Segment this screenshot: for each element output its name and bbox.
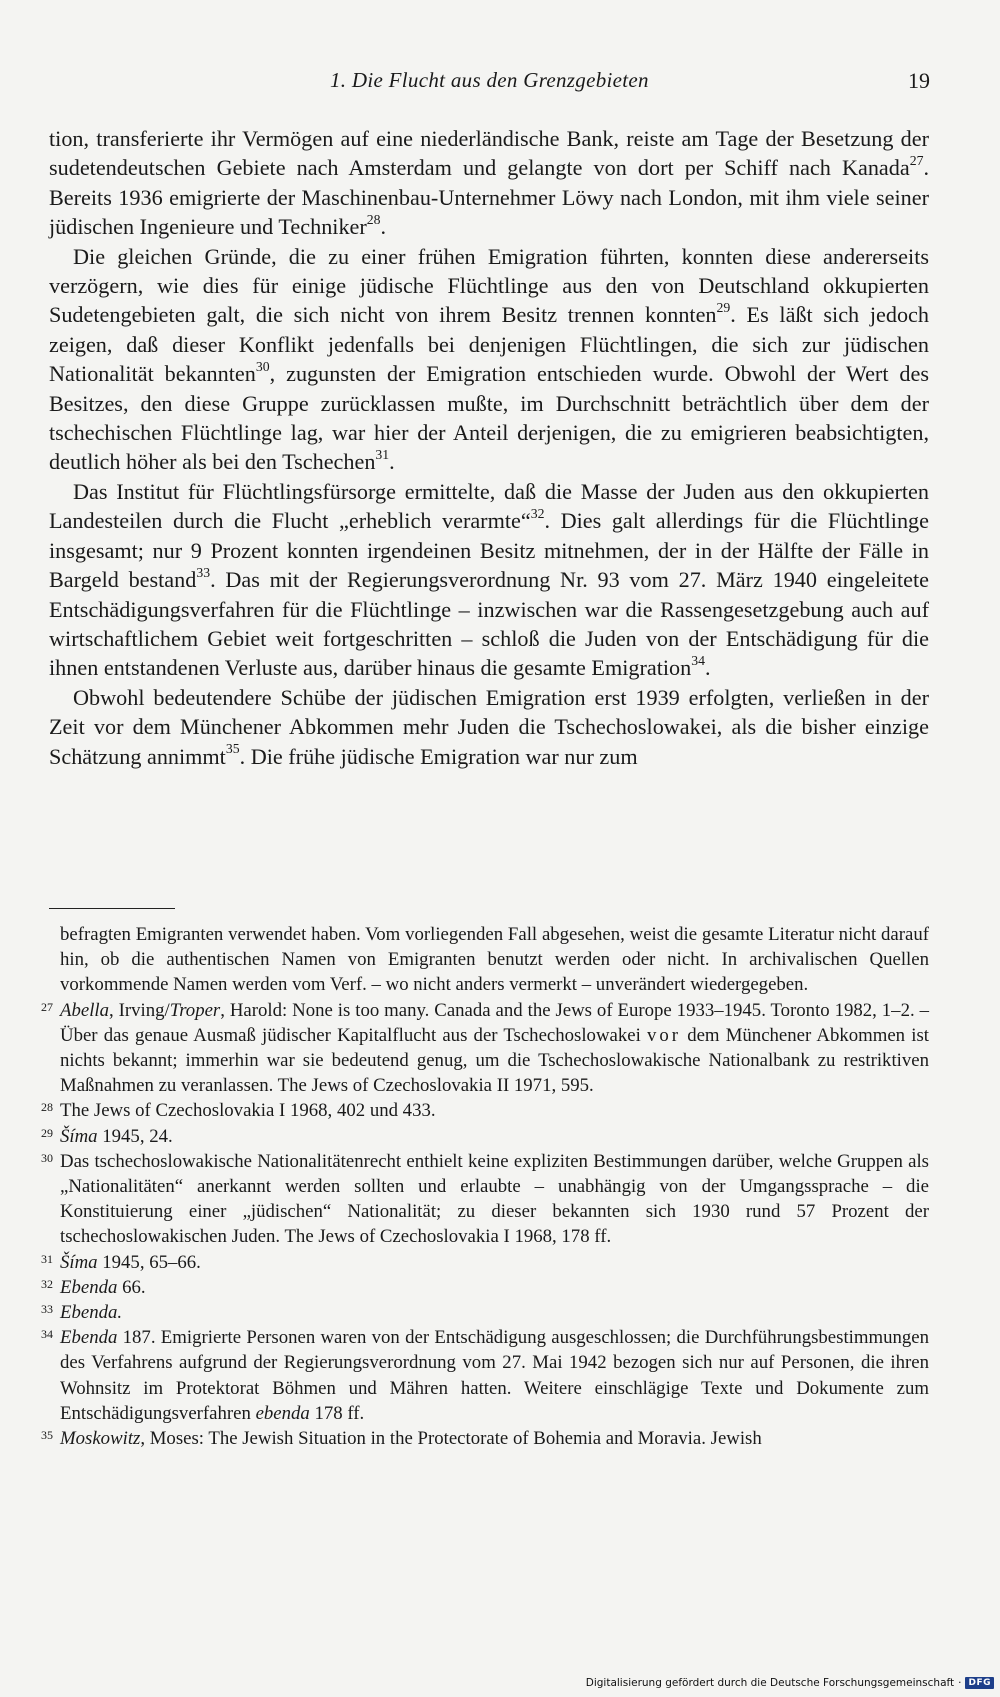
paragraph: Die gleichen Gründe, die zu einer frühen Emigration führten, konnten diese andererseits verzögern, wie dies für einige jüdische Flüchtlinge aus den von Deutschland okkupierten Sudetengebieten galt, die sich nicht von ihrem Besitz trennen konnten$^{29}$. Es läßt sich jedoch zeigen, daß dieser Konflikt jedenfalls bei denjenigen Flüchtlingen, die sich zur jüdischen Nationalität bekannten$^{30}$, zugunsten der Emigration entschieden wurde. Obwohl der Wert des Besitzes, den diese Gruppe zurücklassen mußte, im Durchschnitt beträchtlich über dem der tschechischen Flüchtlinge lag, war hier der Anteil derjenigen, die zu emigrieren beabsichtigten, deutlich höher als bei den Tschechen$^{31}$.: [49, 243, 929, 475]
footnote-30: 30 Das tschechoslowakische Nationalitätenrecht enthielt keine expliziten Bestimmungen darüber, welche Gruppen als „Nationalitäten“ anerkannt werden sollten und erlaubte – unabhängig von der Umgangssprache – die Konstituierung einer „jüdischen“ Nationalität; zu dieser bekannten sich 1930 rund 57 Prozent der tschechoslowakischen Juden. The Jews of Czechoslovakia I 1968, 178 ff.: [41, 1150, 929, 1248]
main-text: [49, 124, 929, 771]
paragraph: Obwohl bedeutendere Schübe der jüdischen Emigration erst 1939 erfolgten, verließen in der Zeit vor dem Münchener Abkommen mehr Juden die Tschechoslowakei, als die bisher einzige Schätzung annimmt$^{35}$. Die frühe jüdische Emigration war nur zum: [49, 684, 929, 769]
footnote-31: 31 Šíma 1945, 65–66.: [41, 1251, 201, 1273]
footnote-separator: [49, 908, 175, 909]
footnote-33: 33 Ebenda.: [41, 1302, 123, 1324]
footnote-32: 32 Ebenda 66.: [41, 1276, 146, 1298]
footnote-ref[interactable]: 27: [909, 152, 924, 168]
footnote-27: 27 Abella, Irving/Troper, Harold: None is too many. Canada and the Jews of Europe 1933–1945. Toronto 1982, 1–2. – Über das genaue Ausmaß jüdischer Kapitalflucht aus der Tschechoslowakei vor dem Münchener Abkommen ist nichts bekannt; immerhin war sie bedeutend genug, um die Tschechoslowakische Nationalbank zu restriktiven Maßnahmen zu veranlassen. The Jews of Czechoslovakia II 1971, 595.: [41, 999, 929, 1097]
footnote-ref[interactable]: 35: [225, 741, 240, 757]
footnote-ref[interactable]: 33: [196, 564, 211, 580]
footnote-35: 35 Moskowitz, Moses: The Jewish Situation in the Protectorate of Bohemia and Moravia. Jewish: [41, 1428, 762, 1450]
paragraph: Das Institut für Flüchtlingsfürsorge ermittelte, daß die Masse der Juden aus den okkupierten Landesteilen durch die Flucht „erheblich verarmte“$^{32}$. Dies galt allerdings für die Flüchtlinge insgesamt; nur 9 Prozent konnten irgendeinen Besitz mitnehmen, der in der Hälfte der Fälle in Bargeld bestand$^{33}$. Das mit der Regierungsverordnung Nr. 93 vom 27. März 1940 eingeleitete Entschädigungsverfahren für die Flüchtlinge – inzwischen war die Rassengesetzgebung auch auf wirtschaftlichem Gebiet weit fortgeschritten – schloß die Juden von der Entschädigung für die ihnen entstandenen Verluste aus, darüber hinaus die gesamte Emigration$^{34}$.: [49, 478, 929, 681]
funding-credit: Digitalisierung gefördert durch die Deutsche Forschungsgemeinschaft · DFG: [586, 1675, 994, 1691]
footnote-ref[interactable]: 34: [691, 652, 705, 668]
paragraph: tion, transferierte ihr Vermögen auf eine niederländische Bank, reiste am Tage der Besetzung der sudetendeutschen Gebiete nach Amsterdam und gelangte von dort per Schiff nach Kanada$^{27}$. Bereits 1936 emigrierte der Maschinenbau-Unternehmer Löwy nach London, mit ihm viele seiner jüdischen Ingenieure und Techniker$^{28}$.: [49, 126, 929, 240]
footnote-28: 28 The Jews of Czechoslovakia I 1968, 402 und 433.: [41, 1100, 436, 1122]
footnote-29: 29 Šíma 1945, 24.: [41, 1125, 173, 1147]
footnote-34: 34 Ebenda 187. Emigrierte Personen waren von der Entschädigung ausgeschlossen; die Durchführungsbestimmungen des Verfahrens aufgrund der Regierungsverordnung vom 27. Mai 1942 bezogen sich nur auf Personen, die ihren Wohnsitz im Protektorat Böhmen und Mähren hatten. Weitere einschlägige Texte und Dokumente zum Entschädigungsverfahren ebenda 178 ff.: [41, 1327, 929, 1424]
footnote-ref[interactable]: 32: [530, 505, 545, 521]
footnote-ref[interactable]: 29: [716, 299, 731, 315]
footnote-ref[interactable]: 30: [255, 358, 270, 374]
footnote-continuation: befragten Emigranten verwendet haben. Vom vorliegenden Fall abgesehen, weist die gesamte Literatur nicht darauf hin, ob die authentischen Namen von Emigranten benutzt werden oder nicht. In archivalischen Quellen vorkommende Namen werden vom Verf. – wo nicht anders vermerkt – unverändert wiedergegeben.: [60, 924, 929, 996]
funding-text: Digitalisierung gefördert durch die Deutsche Forschungsgemeinschaft: [585, 1677, 955, 1689]
footnotes: [41, 922, 929, 1451]
footnote-ref[interactable]: 31: [375, 447, 390, 463]
dfg-logo: DFG: [965, 1677, 994, 1689]
running-header: [0, 68, 1000, 98]
chapter-title: 1. Die Flucht aus den Grenzgebieten: [330, 68, 649, 92]
page-number: 19: [908, 68, 930, 93]
footnote-ref[interactable]: 28: [366, 211, 381, 227]
